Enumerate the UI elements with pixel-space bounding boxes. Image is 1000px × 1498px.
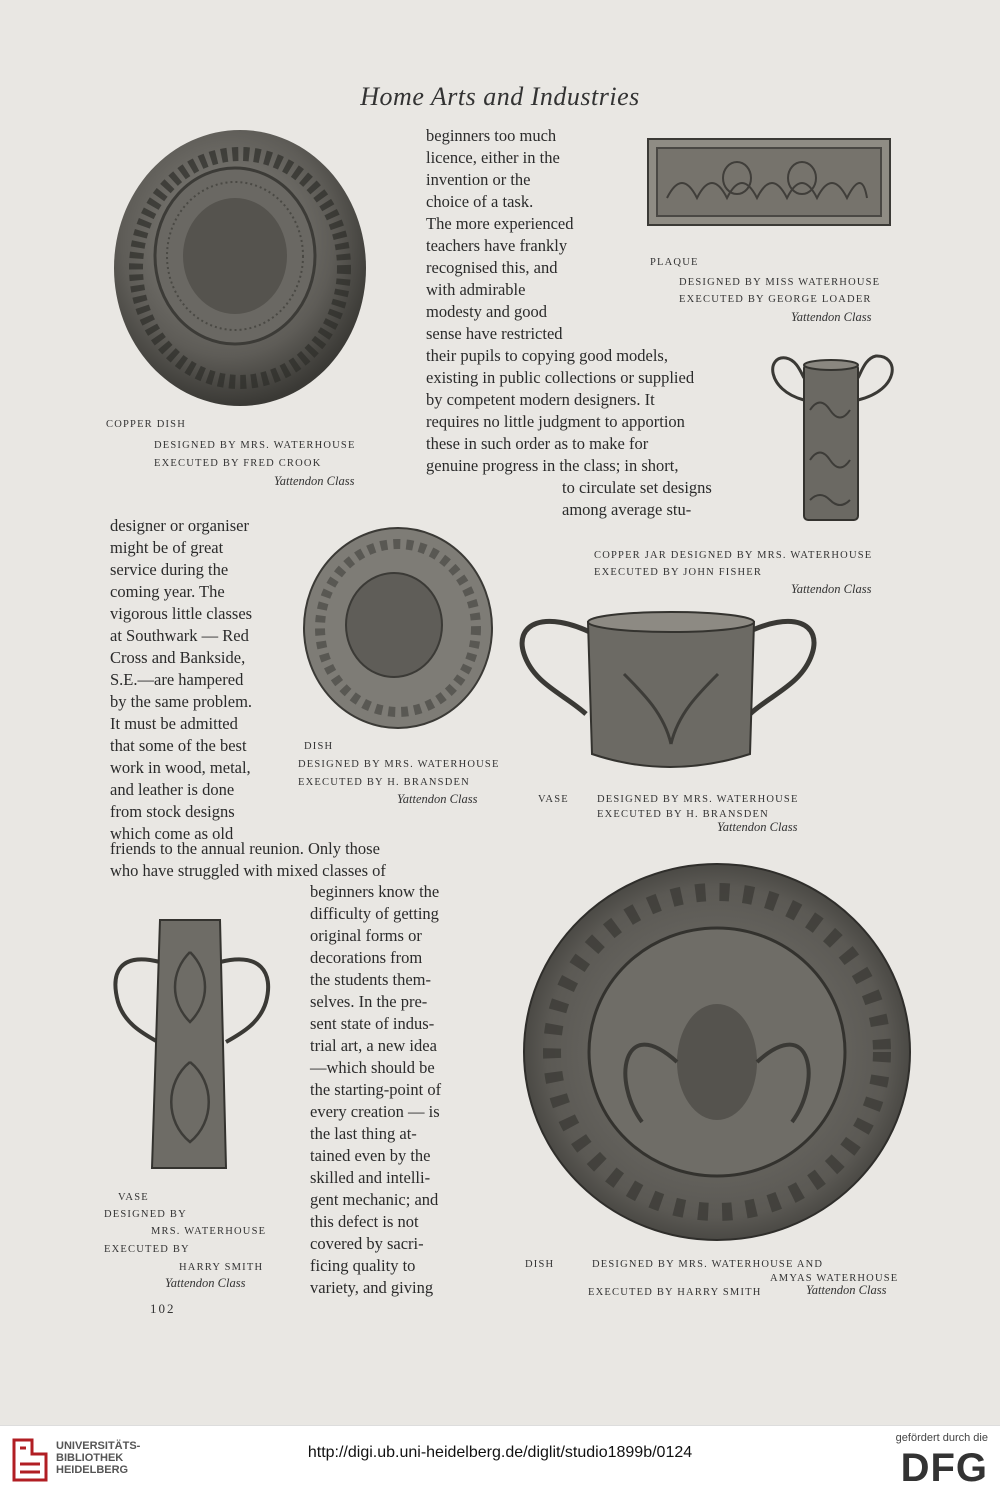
vase-bottom-caption-title: VASE xyxy=(118,1192,149,1203)
vase-middle-caption-designed: DESIGNED BY MRS. WATERHOUSE xyxy=(597,794,799,805)
copper-dish-caption-designed: DESIGNED BY MRS. WATERHOUSE xyxy=(154,440,356,451)
copper-jar-caption-designed: COPPER JAR DESIGNED BY MRS. WATERHOUSE xyxy=(594,550,873,561)
text-top-center-narrow: beginners too much licence, either in the invention or the choice of a task. The more experienced teachers have frankly recognised this, and with admirable modesty and good sense have restricted xyxy=(426,126,574,343)
dfg-logo: DFG xyxy=(900,1446,988,1490)
plaque-caption-executed: EXECUTED BY GEORGE LOADER xyxy=(679,294,872,305)
copper-jar-caption-executed: EXECUTED BY JOHN FISHER xyxy=(594,567,763,578)
vase-bottom-caption-class: Yattendon Class xyxy=(165,1276,246,1290)
dish-middle-caption-title: DISH xyxy=(304,741,334,752)
copper-jar-caption-class: Yattendon Class xyxy=(791,582,872,596)
text-top-center-tail: to circulate set designs among average stu- xyxy=(562,478,712,519)
plaque-caption-title: PLAQUE xyxy=(650,257,699,268)
dish-bottom-caption-designed: DESIGNED BY MRS. WATERHOUSE AND xyxy=(592,1259,824,1270)
vase-bottom-caption-executed-label: EXECUTED BY xyxy=(104,1244,190,1255)
vase-middle-caption-executed: EXECUTED BY H. BRANSDEN xyxy=(597,809,769,820)
copper-dish-caption-executed: EXECUTED BY FRED CROOK xyxy=(154,458,322,469)
dish-bottom-caption-executed: EXECUTED BY HARRY SMITH xyxy=(588,1287,762,1298)
dish-middle-caption-designed: DESIGNED BY MRS. WATERHOUSE xyxy=(298,759,500,770)
text-bottom-center: beginners know the difficulty of getting original forms or decorations from the students them- selves. In the pre- sent state of indus- trial art, a new idea —which should be the starting-point of every creation — is the last thing at- tained even by the skilled and intelli- gent mechanic; and this defect is not covered by sacri- ficing quality to variety, and giving xyxy=(310,882,442,1297)
footer-bar xyxy=(0,1425,1000,1498)
vase-bottom-caption-executor: HARRY SMITH xyxy=(179,1262,264,1273)
text-top-center-wide: their pupils to copying good models, existing in public collections or supplied by competent modern designers. It requires no little judgment to apportion these in such order as to make for genuine progress in the class; in short, xyxy=(426,346,695,475)
dish-middle-caption-class: Yattendon Class xyxy=(397,792,478,806)
dish-bottom-caption-title: DISH xyxy=(525,1259,555,1270)
plaque-caption-designed: DESIGNED BY MISS WATERHOUSE xyxy=(679,277,881,288)
dish-bottom-caption-class: Yattendon Class xyxy=(806,1283,887,1297)
page-header: Home Arts and Industries xyxy=(360,82,640,111)
copper-dish-caption-title: COPPER DISH xyxy=(106,419,187,430)
plaque-image xyxy=(647,138,891,226)
vase-bottom-caption-designed-label: DESIGNED BY xyxy=(104,1209,187,1220)
dish-bottom-image xyxy=(522,862,912,1242)
source-url-link[interactable]: http://digi.ub.uni-heidelberg.de/diglit/studio1899b/0124 xyxy=(307,1444,693,1461)
copper-dish-image xyxy=(112,128,368,408)
dish-middle-caption-executed: EXECUTED BY H. BRANSDEN xyxy=(298,777,470,788)
copper-dish-caption-class: Yattendon Class xyxy=(274,474,355,488)
funded-by-text: gefördert durch die xyxy=(895,1432,988,1444)
copper-jar-image xyxy=(766,350,900,525)
text-wide-lines: friends to the annual reunion. Only those who have struggled with mixed classes of xyxy=(110,839,386,880)
vase-bottom-caption-designer: MRS. WATERHOUSE xyxy=(151,1226,267,1237)
dish-bottom-caption-designed2: AMYAS WATERHOUSE xyxy=(770,1273,899,1284)
vase-middle-image xyxy=(514,604,822,780)
plaque-caption-class: Yattendon Class xyxy=(791,310,872,324)
vase-bottom-image xyxy=(110,912,274,1176)
page-number: 102 xyxy=(150,1301,176,1316)
vase-middle-caption-class: Yattendon Class xyxy=(717,820,798,834)
library-name: UNIVERSITÄTS- BIBLIOTHEK HEIDELBERG xyxy=(56,1440,141,1476)
dish-middle-image xyxy=(302,527,494,729)
vase-middle-caption-title: VASE xyxy=(538,794,569,805)
text-left-middle: designer or organiser might be of great service during the coming year. The vigorous little classes at Southwark — Red Cross and Bankside, S.E.—are hampered by the same problem. It must be admitted that some of the best work in wood, metal, and leather is done from stock designs which come as old xyxy=(110,516,253,843)
